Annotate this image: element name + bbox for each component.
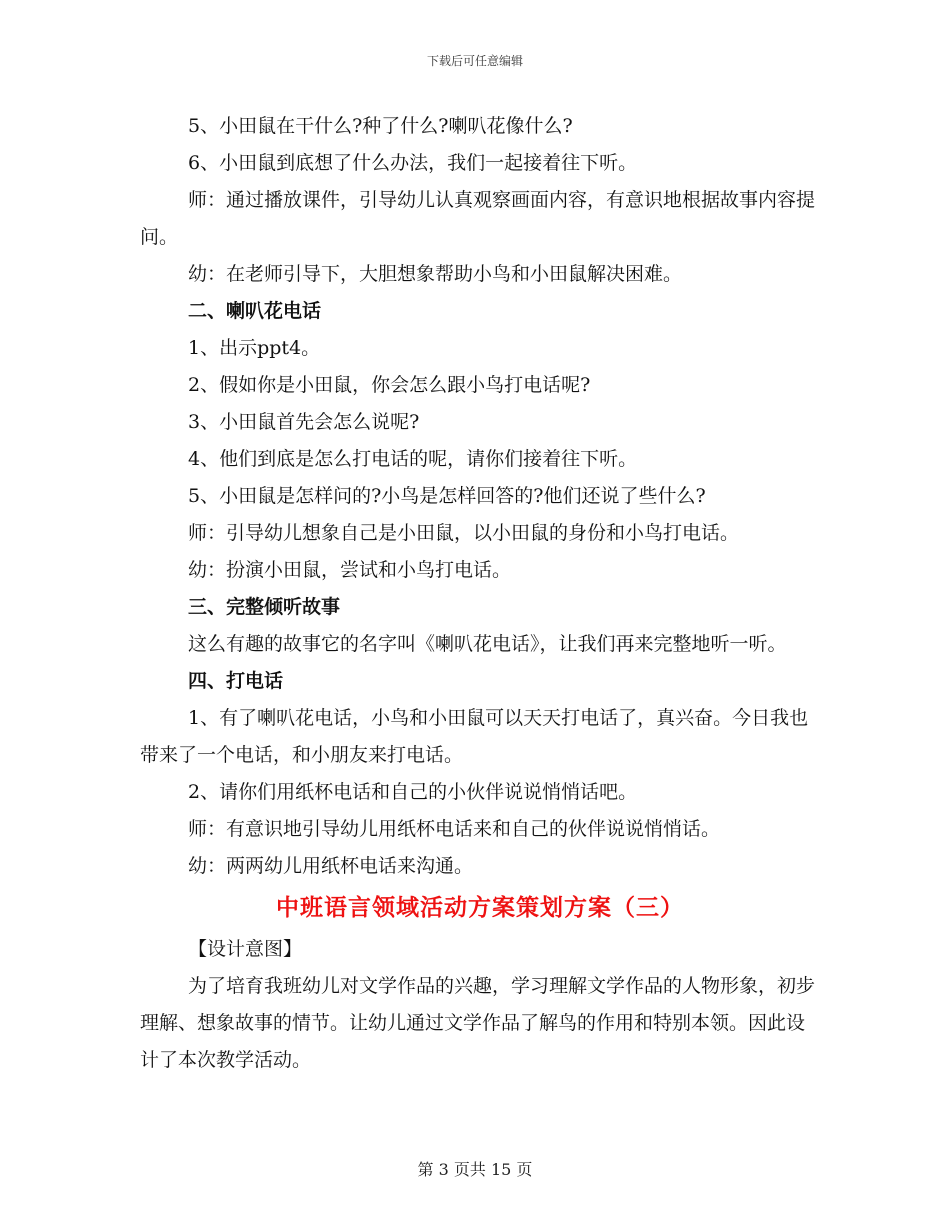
paragraph: 师：有意识地引导幼儿用纸杯电话来和自己的伙伴说说悄悄话。: [188, 818, 721, 840]
page-header: 下载后可任意编辑: [426, 54, 523, 68]
paragraph: 6、小田鼠到底想了什么办法，我们一起接着往下听。: [188, 152, 638, 174]
paragraph: 师：通过播放课件，引导幼儿认真观察画面内容，有意识地根据故事内容提问。: [140, 189, 816, 248]
paragraph: 1、有了喇叭花电话，小鸟和小田鼠可以天天打电话了，真兴奋。今日我也带来了一个电话，和小朋友来打电话。: [140, 707, 809, 766]
paragraph: 5、小田鼠在干什么?种了什么?喇叭花像什么?: [188, 115, 573, 137]
section-heading: 二、喇叭花电话: [188, 300, 322, 322]
paragraph: 2、假如你是小田鼠，你会怎么跟小鸟打电话呢?: [188, 374, 591, 396]
section-heading: 四、打电话: [188, 670, 284, 692]
design-paragraph: 为了培育我班幼儿对文学作品的兴趣，学习理解文学作品的人物形象，初步理解、想象故事的情节。让幼儿通过文学作品了解鸟的作用和特别本领。因此设计了本次教学活动。: [140, 975, 816, 1071]
design-heading: 【设计意图】: [188, 938, 303, 960]
document-body: [140, 108, 820, 1079]
paragraph: 这么有趣的故事它的名字叫《喇叭花电话》，让我们再来完整地听一听。: [188, 633, 787, 655]
page-footer: 第 3 页共 15 页: [417, 1160, 533, 1179]
paragraph: 幼：两两幼儿用纸杯电话来沟通。: [188, 855, 474, 877]
paragraph: 5、小田鼠是怎样问的?小鸟是怎样回答的?他们还说了些什么?: [188, 485, 706, 507]
section-title: 中班语言领域活动方案策划方案（三）: [276, 894, 684, 921]
paragraph: 4、他们到底是怎么打电话的呢，请你们接着往下听。: [188, 448, 638, 470]
paragraph: 师：引导幼儿想象自己是小田鼠，以小田鼠的身份和小鸟打电话。: [188, 522, 740, 544]
paragraph: 幼：扮演小田鼠，尝试和小鸟打电话。: [188, 559, 512, 581]
paragraph: 2、请你们用纸杯电话和自己的小伙伴说说悄悄话吧。: [188, 781, 638, 803]
paragraph: 1、出示ppt4。: [188, 337, 321, 359]
section-heading: 三、完整倾听故事: [188, 596, 341, 618]
paragraph: 幼：在老师引导下，大胆想象帮助小鸟和小田鼠解决困难。: [188, 263, 683, 285]
paragraph: 3、小田鼠首先会怎么说呢?: [188, 411, 420, 433]
